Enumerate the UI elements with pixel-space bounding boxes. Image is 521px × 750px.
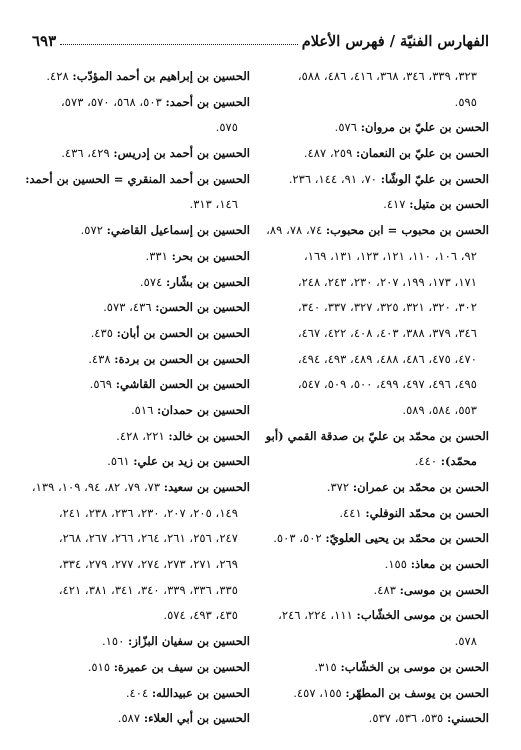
index-entry-line [16, 655, 250, 681]
index-entry-line [255, 64, 489, 90]
entry-page-refs: ٢٥٩، ٤٨٧. [303, 146, 357, 161]
entry-page-refs: ١٤٩، ٢٠٥، ٢٠٧، ٢٣٠، ٢٣٦، ٢٣٨، ٢٤١، [58, 505, 238, 520]
entry-name: الحسن بن عليّ الوشّا: [380, 171, 489, 186]
entry-page-refs: ٤٩٥، ٤٩٦، ٤٩٧، ٤٩٩، ٥٠٠، ٥٠٩، ٥٤٧، [297, 377, 477, 392]
entry-page-refs: ٥٦١. [107, 454, 134, 469]
header-title: الفهارس الفنيّة / فهرس الأعلام [301, 33, 489, 50]
entry-page-refs: ٥٥٣، ٥٨٤، ٥٨٩. [402, 402, 477, 417]
entry-page-refs: ٧٣، ٧٩، ٨٢، ٩٤، ١٠٩، ١٣٩، [31, 480, 164, 494]
entry-page-refs: ٤٠٤. [125, 685, 152, 700]
entry-name: الحسن بن موسى الخشّاب: [356, 608, 489, 623]
index-entry-line [16, 681, 250, 707]
index-entry-line [255, 347, 489, 373]
index-entry-line [255, 398, 489, 424]
entry-page-refs: ٤٧٠، ٤٧٥، ٤٨٦، ٤٨٨، ٤٨٩، ٤٩٣، ٤٩٤، [297, 351, 477, 366]
entry-page-refs: ٥٧٦. [334, 120, 361, 135]
index-entry-line [16, 347, 250, 373]
index-entry-line [255, 629, 489, 655]
entry-name: الحسين بن أحمد المنقري = الحسين بن أحمد: [25, 171, 250, 186]
entry-page-refs: ١٥٥. [384, 557, 411, 572]
entry-page-refs: ٤٤١. [339, 505, 366, 520]
index-entry-line [255, 424, 489, 450]
entry-name: الحسين بن عبيدالله: [151, 685, 250, 700]
index-entry-line [255, 115, 489, 141]
entry-page-refs: ٢٤٧، ٢٥٦، ٢٦١، ٢٦٤، ٢٦٦، ٢٦٧، ٢٦٨، [58, 531, 238, 546]
index-entry-line [16, 424, 250, 450]
entry-name: الحسن بن موسى: [399, 582, 489, 597]
entry-name: الحسين بن إبراهيم بن أحمد المؤدّب: [72, 69, 250, 83]
index-entry-line [16, 115, 250, 141]
index-entry-line [16, 218, 250, 244]
index-entry-line [16, 578, 250, 604]
index-entry-line [16, 526, 250, 552]
index-entry-line [16, 603, 250, 629]
entry-name: الحسن بن معاذ: [410, 557, 489, 572]
entry-name: الحسن بن محمّد بن عمران: [352, 480, 489, 494]
entry-page-refs: ٧٤، ٧٨، ٨٩، [266, 223, 326, 238]
entry-page-refs: ١٧١، ١٧٣، ١٩٩، ٢٠٧، ٢٣٠، ٢٤٣، ٢٤٨، [297, 274, 477, 289]
index-column-right [255, 64, 489, 732]
index-entry-line [16, 192, 250, 218]
header-dot-leader [60, 43, 298, 45]
index-entry-line [16, 270, 250, 296]
entry-page-refs: ٤٢٨. [46, 69, 73, 83]
entry-page-refs: ٥٧٤. [139, 274, 166, 289]
entry-name: الحسين بن الحسن القاشي: [115, 377, 250, 392]
entry-page-refs: ٣٢٣، ٣٣٩، ٣٤٦، ٣٦٨، ٤١٦، ٤٨٦، ٥٨٨، [297, 69, 477, 83]
entry-name: الحسن بن يوسف بن المطهّر: [345, 685, 489, 700]
entry-page-refs: ٣١٥. [314, 659, 341, 674]
index-entry-line [16, 141, 250, 167]
index-entry-line [16, 90, 250, 116]
entry-name: الحسن بن محمّد بن عليّ بن صدقة القمي (أبو [265, 428, 489, 443]
index-entry-line [255, 192, 489, 218]
index-entry-line [255, 552, 489, 578]
index-entry-line [255, 244, 489, 270]
index-entry-line [16, 398, 250, 424]
entry-page-refs: ٣٣١. [145, 248, 172, 263]
entry-name: محمّد): [440, 454, 477, 469]
entry-name: الحسين بن حمدان: [157, 402, 250, 417]
entry-page-refs: ٤٢٩، ٤٣٦. [61, 146, 114, 161]
entry-page-refs: ٩٢، ١٠٦، ١١٠، ١٢١، ١٢٣، ١٣١، ١٦٩، [304, 248, 477, 263]
entry-name: الحسن بن محبوب = ابن محبوب: [325, 223, 489, 238]
index-entry-line [255, 90, 489, 116]
index-entry-line [16, 321, 250, 347]
entry-page-refs: ٥٠٣، ٥٦٨، ٥٧٠، ٥٧٣، [61, 94, 166, 109]
entry-name: الحسين بن أحمد بن إدريس: [113, 146, 250, 161]
entry-page-refs: ٥٧٨. [454, 634, 477, 649]
index-entry-line [16, 64, 250, 90]
entry-page-refs: ٥١٥. [87, 659, 114, 674]
index-entry-line [255, 706, 489, 732]
entry-page-refs: ٣٣٥، ٣٣٦، ٣٣٩، ٣٤٠، ٣٤١، ٣٨١، ٤٢١، [58, 582, 238, 597]
index-entry-line [255, 218, 489, 244]
entry-name: الحسين بن أبي العلاء: [143, 711, 250, 726]
entry-page-refs: ٥٣٥، ٥٣٦، ٥٣٧. [368, 711, 447, 726]
entry-page-refs: ١٥٥، ٤٥٧. [293, 685, 346, 700]
entry-name: الحسين بن الحسن: [155, 300, 250, 315]
index-entry-line [255, 655, 489, 681]
index-entry-line [16, 629, 250, 655]
entry-page-refs: ١٤٦، ٣١٣. [189, 197, 238, 212]
index-column-left [16, 64, 250, 732]
running-header [32, 26, 489, 50]
entry-name: الحسين بن زيد بن علي: [133, 454, 250, 469]
index-entry-line [255, 578, 489, 604]
entry-page-refs: ٥٧٥. [215, 120, 238, 135]
entry-name: الحسين بن بحر: [171, 248, 250, 263]
index-entry-line [255, 141, 489, 167]
entry-page-refs: ٥٧٢. [80, 223, 107, 238]
entry-page-refs: ١١١، ٢٢٤، ٢٤٦، [278, 608, 357, 623]
entry-name: الحسن بن محمّد بن يحيى العلويّ: [325, 531, 489, 546]
index-entry-line [255, 603, 489, 629]
entry-page-refs: ٤٨٣. [373, 582, 400, 597]
entry-name: الحسين بن بشّار: [165, 274, 250, 289]
index-entry-line [16, 295, 250, 321]
entry-name: الحسن بن محمّد النوفلي: [365, 505, 489, 520]
entry-name: الحسن بن عليّ بن مروان: [360, 120, 489, 135]
entry-page-refs: ٣٤٦، ٣٧٩، ٣٨٨، ٤٠٣، ٤٠٨، ٤٢٢، ٤٦٧، [297, 325, 477, 340]
entry-name: الحسن بن متيل: [409, 197, 489, 212]
entry-page-refs: ٥٨٧. [117, 711, 144, 726]
entry-page-refs: ٥٦٩. [89, 377, 116, 392]
entry-page-refs: ١٥٠. [101, 634, 129, 649]
entry-page-refs: ٣٧٢. [326, 480, 353, 494]
entry-page-refs: ٤٣٦، ٥٧٣. [103, 300, 156, 315]
entry-name: الحسين بن سفيان البزّاز: [128, 634, 250, 649]
entry-page-refs: ٢٦٩، ٢٧١، ٢٧٣، ٢٧٤، ٢٧٧، ٢٧٩، ٣٣٤، [58, 557, 238, 572]
index-entry-line [255, 295, 489, 321]
index-entry-line [16, 449, 250, 475]
index-entry-line [255, 475, 489, 501]
index-entry-line [16, 372, 250, 398]
entry-page-refs: ٥٠٢، ٥٠٣. [273, 531, 326, 546]
entry-page-refs: ٣٠٢، ٣٢٠، ٣٢١، ٣٢٥، ٣٢٧، ٣٣٧، ٣٤٠، [297, 300, 477, 315]
index-entry-line [255, 167, 489, 193]
entry-name: الحسن بن موسى بن الخشّاب: [340, 659, 489, 674]
entry-name: الحسين بن سعيد: [163, 480, 250, 494]
entry-name: الحسين بن خالد: [168, 428, 250, 443]
entry-name: الحسني: [446, 711, 489, 726]
entry-name: الحسين بن الحسن بن أبان: [116, 325, 250, 340]
entry-page-refs: ٤٣٥، ٤٩٣، ٥٧٤. [163, 608, 238, 623]
index-entry-line [255, 501, 489, 527]
entry-page-refs: ٤١٧. [383, 197, 410, 212]
entry-name: الحسين بن الحسن بن بردة: [114, 351, 250, 366]
entry-name: الحسين بن إسماعيل القاضي: [106, 223, 250, 238]
index-entry-line [255, 321, 489, 347]
index-entry-line [16, 244, 250, 270]
index-entry-line [255, 526, 489, 552]
index-entry-line [255, 270, 489, 296]
entry-page-refs: ٤٣٥. [90, 325, 117, 340]
index-entry-line [16, 167, 250, 193]
index-entry-line [16, 706, 250, 732]
entry-name: الحسين بن أحمد: [165, 94, 250, 109]
entry-page-refs: ٢٢١، ٤٢٨. [116, 428, 169, 443]
entry-name: الحسين بن سيف بن عميرة: [113, 659, 250, 674]
entry-name: الحسن بن عليّ بن النعمان: [356, 146, 489, 161]
entry-page-refs: ٥١٦. [130, 402, 157, 417]
entry-page-refs: ٤٣٨. [88, 351, 115, 366]
index-entry-line [16, 552, 250, 578]
index-entry-line [16, 501, 250, 527]
index-entry-line [16, 475, 250, 501]
entry-page-refs: ٤٤٠. [414, 454, 441, 469]
index-entry-line [255, 681, 489, 707]
entry-page-refs: ٥٩٥. [454, 94, 477, 109]
index-entry-line [255, 372, 489, 398]
entry-page-refs: ٧٠، ٩١، ١٤٤، ٢٣٦. [288, 171, 381, 186]
page-number: ٦٩٣ [32, 32, 57, 50]
index-entry-line [255, 449, 489, 475]
